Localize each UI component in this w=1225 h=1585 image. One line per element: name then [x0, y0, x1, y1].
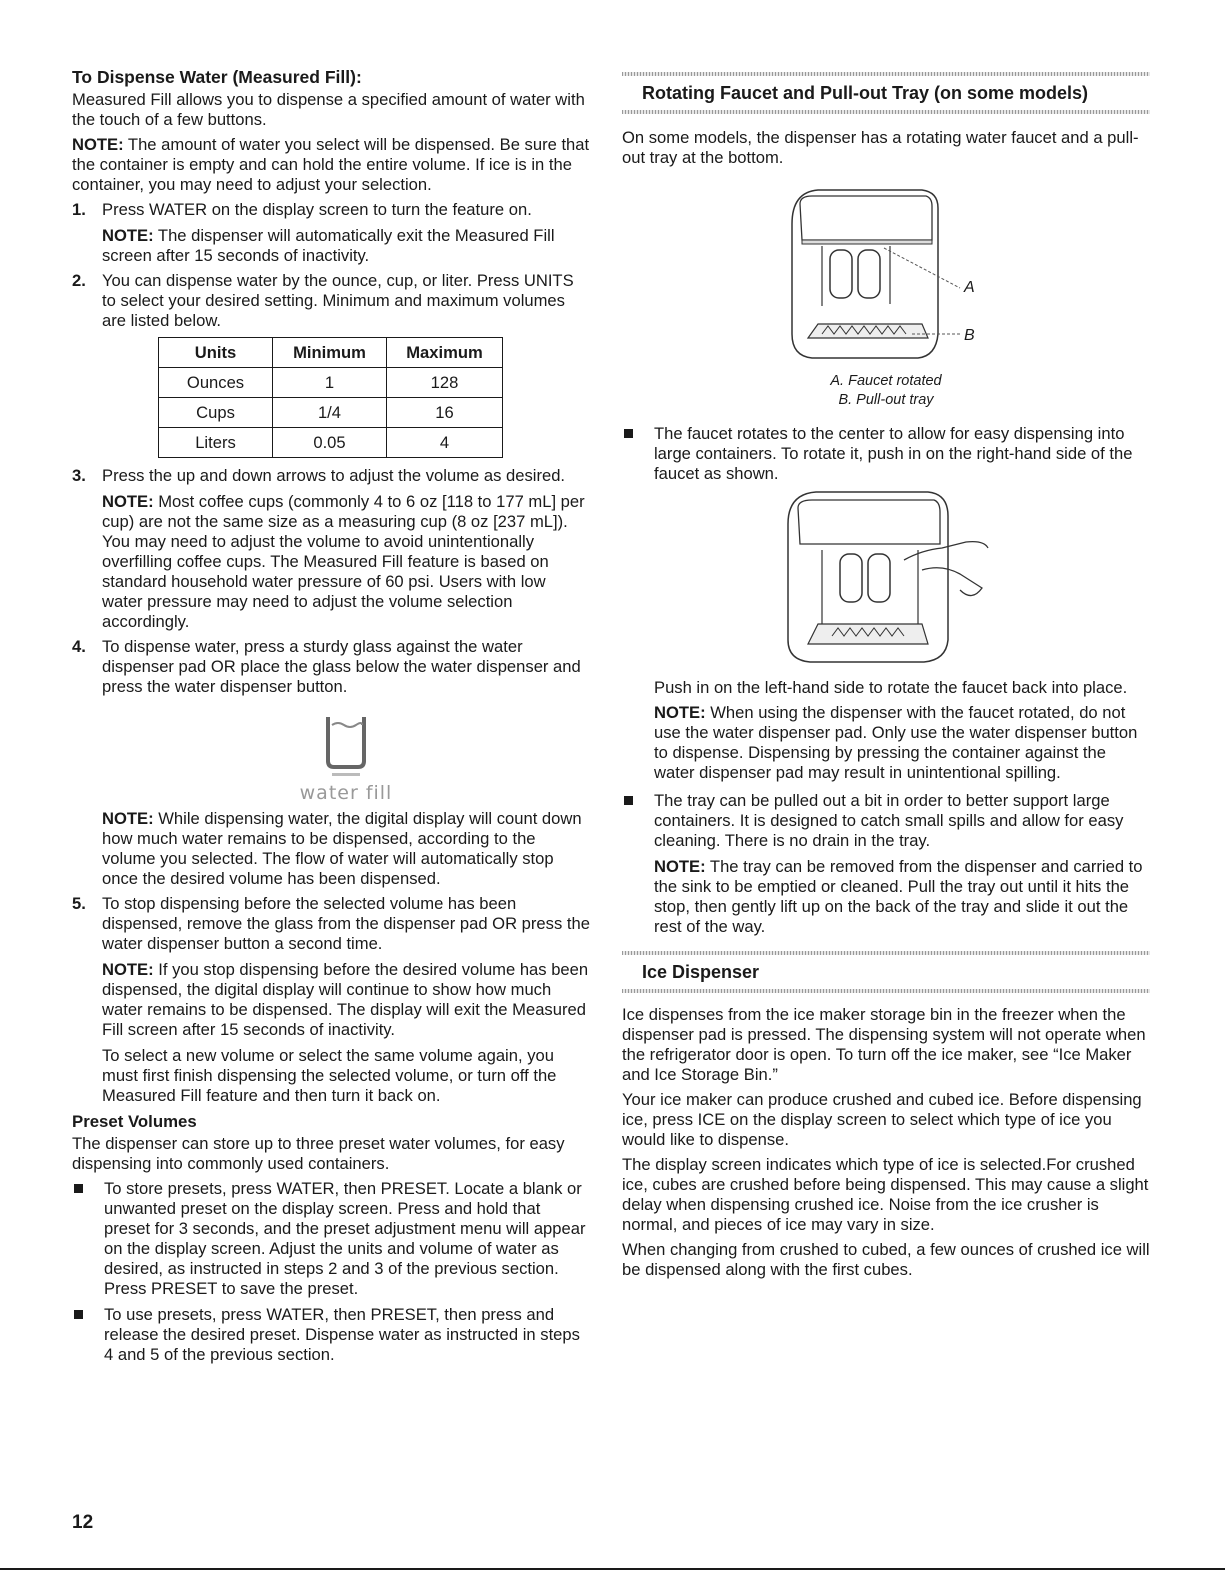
units-header: Units	[159, 338, 273, 368]
maximum-header: Maximum	[387, 338, 503, 368]
ice-dispenser-title: Ice Dispenser	[642, 962, 760, 982]
preset-volumes-title: Preset Volumes	[72, 1112, 197, 1131]
page-number: 12	[72, 1512, 94, 1533]
step-4-note: NOTE: While dispensing water, the digital display will count down how much water remains to be dispensed, according to the volume you selected. The flow of water will automatically stop once the desired volume has been dispensed.	[102, 809, 582, 888]
bottom-rule	[0, 1568, 1225, 1570]
tray-note: NOTE: The tray can be removed from the dispenser and carried to the sink to be emptied or cleaned. Pull the tray out until it hits the stop, then gently lift up on the back of the tray and slide it out the rest of the way.	[654, 857, 1143, 936]
preset-bullet-store: To store presets, press WATER, then PRESET. Locate a blank or unwanted preset on the display screen. Press and hold that preset for 3 seconds, and the preset adjustment menu will appear on the display screen. Adjust the units and volume of water as desired, as instructed in steps 2 and 3 of the previous section. Press PRESET to save the preset.	[72, 1179, 590, 1299]
left-column	[72, 66, 590, 1371]
water-fill-icon	[102, 711, 590, 803]
step-5: 5. To stop dispensing before the selected volume has been dispensed, remove the glass from the dispenser pad OR press the water dispenser button a second time. NOTE: If you stop dispensing before the desired volume has been dispensed, the digital display will continue to show how much water remains to be dispensed. The display will exit the Measured Fill screen after 15 seconds of inactivity. To select a new volume or select the same volume again, you must first finish dispensing the selected volume, or turn off the Measured Fill feature and then turn it back on.	[72, 894, 590, 1105]
step-1: 1. Press WATER on the display screen to turn the feature on. NOTE: The dispenser will automatically exit the Measured Fill screen after 15 seconds of inactivity.	[72, 200, 590, 266]
faucet-push-back-text: Push in on the left-hand side to rotate the faucet back into place.	[654, 678, 1128, 697]
step-4: 4. To dispense water, press a sturdy glass against the water dispenser pad OR place the glass below the water dispenser and press the water dispenser button. water fill NOTE: While dispensing water, the digital display will count down how much water remains to be dispensed, according to the volume you selected. The flow of water will automatically stop once the desired volume has been dispensed.	[72, 637, 590, 889]
table-row: Ounces 1 128	[159, 368, 503, 398]
preset-intro: The dispenser can store up to three preset water volumes, for easy dispensing into commonly used containers.	[72, 1134, 565, 1173]
table-row: Liters 0.05 4	[159, 428, 503, 458]
rotating-faucet-title: Rotating Faucet and Pull-out Tray (on some models)	[642, 83, 1089, 103]
step-5-extra: To select a new volume or select the same volume again, you must first finish dispensing the selected volume, or turn off the Measured Fill feature and then turn it back on.	[102, 1046, 557, 1105]
ice-para-2: Your ice maker can produce crushed and cubed ice. Before dispensing ice, press ICE on the display screen to select which type of ice you would like to dispense.	[622, 1090, 1142, 1149]
ice-para-1: Ice dispenses from the ice maker storage bin in the freezer when the dispenser pad is pressed. The dispensing system will not operate when the refrigerator door is open. To turn off the ice maker, see “Ice Maker and Ice Storage Bin.”	[622, 1005, 1146, 1084]
label-a: A	[964, 279, 975, 296]
label-b: B	[964, 327, 975, 344]
step-3: 3. Press the up and down arrows to adjust the volume as desired. NOTE: Most coffee cups (commonly 4 to 6 oz [118 to 177 mL] per cup) are not the same size as a measuring cup (8 oz [237 mL]). You may need to adjust the volume to avoid unintentionally overfilling coffee cups. The Measured Fill feature is based on standard household water pressure of 60 psi. Users with low water pressure may need to adjust the volume selection accordingly.	[72, 466, 590, 632]
minimum-header: Minimum	[273, 338, 387, 368]
section-divider	[622, 110, 1150, 114]
right-column	[622, 72, 1150, 1285]
step-2: 2. You can dispense water by the ounce, cup, or liter. Press UNITS to select your desired setting. Minimum and maximum volumes are listed below.	[72, 271, 574, 330]
faucet-rotated-figure	[622, 184, 1150, 394]
step-3-note: NOTE: Most coffee cups (commonly 4 to 6 oz [118 to 177 mL] per cup) are not the same size as a measuring cup (8 oz [237 mL]). You may need to adjust the volume to avoid unintentionally overfilling coffee cups. The Measured Fill feature is based on standard household water pressure of 60 psi. Users with low water pressure may need to adjust the volume selection accordingly.	[102, 492, 585, 631]
measured-fill-note: NOTE: The amount of water you select will be dispensed. Be sure that the container is empty and can hold the entire volume. If ice is in the container, you may need to adjust your selection.	[72, 135, 590, 194]
caption-b: B. Pull-out tray	[838, 392, 934, 408]
table-row: Cups 1/4 16	[159, 398, 503, 428]
rotating-faucet-intro: On some models, the dispenser has a rotating water faucet and a pull-out tray at the bottom.	[622, 128, 1139, 167]
preset-bullet-use: To use presets, press WATER, then PRESET, then press and release the desired preset. Dispense water as instructed in steps 4 and 5 of the previous section.	[72, 1305, 590, 1365]
tray-bullet: The tray can be pulled out a bit in order to better support large containers. It is designed to catch small spills and allow for easy cleaning. There is no drain in the tray.	[622, 791, 1150, 851]
units-table	[158, 337, 503, 458]
faucet-note: NOTE: When using the dispenser with the faucet rotated, do not use the water dispenser pad. Only use the water dispenser button to dispense. Dispensing by pressing the container against the water dispenser pad may result in unintentional spilling.	[654, 703, 1138, 782]
faucet-rotate-bullet: The faucet rotates to the center to allow for easy dispensing into large containers. To rotate it, push in on the right-hand side of the faucet as shown.	[622, 424, 1150, 484]
section-divider	[622, 989, 1150, 993]
caption-a: A. Faucet rotated	[830, 373, 942, 389]
measured-fill-title: To Dispense Water (Measured Fill):	[72, 67, 362, 87]
measured-fill-intro: Measured Fill allows you to dispense a specified amount of water with the touch of a few buttons.	[72, 90, 585, 129]
step-1-note: NOTE: The dispenser will automatically exit the Measured Fill screen after 15 seconds of inactivity.	[102, 226, 555, 265]
ice-para-3: The display screen indicates which type of ice is selected.For crushed ice, cubes are crushed before being dispensed. This may cause a slight delay when dispensing crushed ice. Noise from the ice crusher is normal, and pieces of ice may vary in size.	[622, 1155, 1149, 1234]
ice-para-4: When changing from crushed to cubed, a few ounces of crushed ice will be dispensed along with the first cubes.	[622, 1240, 1150, 1279]
step-5-note: NOTE: If you stop dispensing before the desired volume has been dispensed, the digital display will continue to show how much water remains to be dispensed. The display will exit the Measured Fill screen after 15 seconds of inactivity.	[102, 960, 589, 1039]
water-fill-label: water fill	[299, 782, 393, 804]
faucet-push-figure	[622, 490, 1150, 670]
